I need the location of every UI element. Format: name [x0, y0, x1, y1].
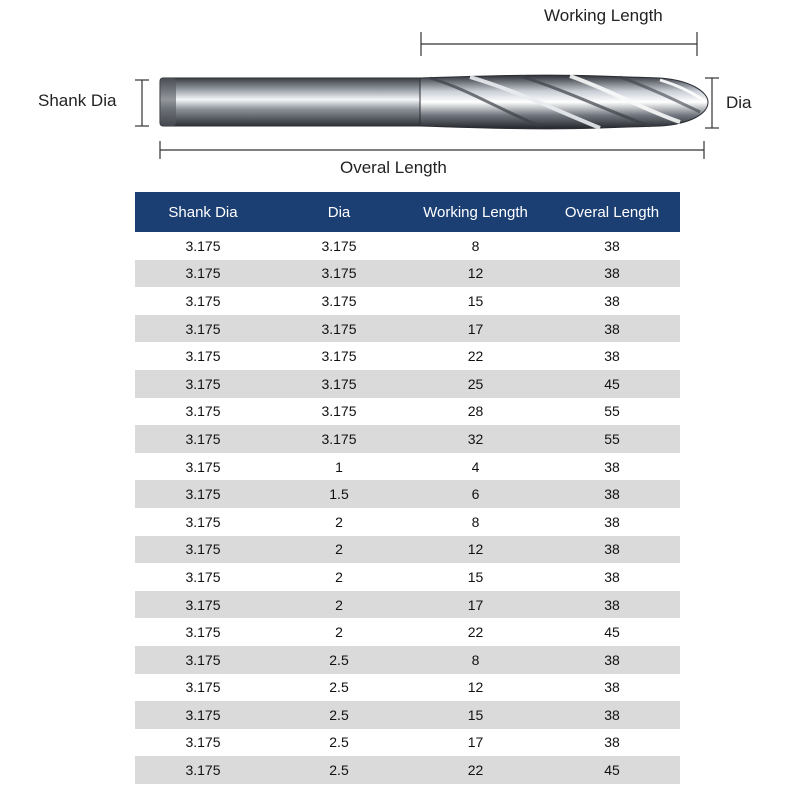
cell-dia: 2 — [335, 624, 343, 641]
cell-overall-length: 38 — [604, 568, 620, 585]
table-row — [135, 287, 680, 315]
cell-working-length: 12 — [407, 260, 544, 288]
cell-working-length: 8 — [471, 513, 480, 530]
cell-dia: 3.175 — [321, 237, 357, 254]
table-row — [135, 563, 680, 591]
cell-working-length: 12 — [467, 679, 484, 696]
cell-overall-length: 38 — [604, 679, 620, 696]
cell-working-length: 25 — [407, 370, 544, 398]
cell-dia: 2.5 — [329, 679, 349, 696]
cell-overall-length: 38 — [604, 458, 620, 475]
cell-working-length: 17 — [407, 591, 544, 619]
cell-shank-dia: 3.175 — [185, 403, 221, 420]
cell-overall-length: 38 — [544, 701, 680, 729]
cell-shank-dia: 3.175 — [135, 370, 271, 398]
cell-working-length: 22 — [407, 756, 544, 784]
cell-working-length: 28 — [467, 403, 484, 420]
cell-dia: 2 — [335, 568, 343, 585]
cell-overall-length: 38 — [604, 237, 620, 254]
cell-working-length: 12 — [407, 536, 544, 564]
cell-overall-length: 38 — [604, 513, 620, 530]
cell-shank-dia: 3.175 — [185, 458, 221, 475]
cell-shank-dia: 3.175 — [135, 315, 271, 343]
cell-dia: 3.175 — [321, 348, 357, 365]
shank-dia-label: Shank Dia — [38, 91, 117, 110]
cell-shank-dia: 3.175 — [135, 536, 271, 564]
cell-working-length: 15 — [467, 292, 484, 309]
header-shank-dia: Shank Dia — [135, 192, 271, 232]
cell-dia: 2 — [335, 513, 343, 530]
working-length-label: Working Length — [544, 6, 663, 25]
table-body — [135, 232, 680, 784]
table-row — [135, 591, 680, 619]
specification-table — [135, 192, 680, 784]
cell-working-length: 8 — [471, 237, 480, 254]
table-row — [135, 729, 680, 757]
cell-overall-length: 55 — [544, 425, 680, 453]
cell-working-length: 15 — [407, 701, 544, 729]
cell-working-length: 17 — [467, 734, 484, 751]
cell-dia: 3.175 — [321, 292, 357, 309]
cell-dia: 2.5 — [271, 756, 407, 784]
cell-overall-length: 45 — [544, 370, 680, 398]
cell-dia: 3.175 — [271, 315, 407, 343]
header-working-length: Working Length — [407, 192, 544, 232]
cell-dia: 2 — [271, 536, 407, 564]
table-row — [135, 425, 680, 453]
cell-working-length: 8 — [407, 646, 544, 674]
table-row — [135, 618, 680, 646]
table-row — [135, 342, 680, 370]
cell-working-length: 22 — [467, 624, 484, 641]
cell-dia: 1.5 — [271, 480, 407, 508]
tool-dimension-diagram — [0, 0, 800, 185]
table-row — [135, 453, 680, 481]
cell-overall-length: 38 — [544, 315, 680, 343]
table-row — [135, 646, 680, 674]
cell-overall-length: 38 — [604, 292, 620, 309]
cell-overall-length: 45 — [604, 624, 620, 641]
cell-working-length: 4 — [471, 458, 480, 475]
cell-overall-length: 38 — [544, 536, 680, 564]
dia-label: Dia — [726, 93, 752, 112]
cell-dia: 3.175 — [271, 260, 407, 288]
cell-overall-length: 38 — [544, 480, 680, 508]
table-row — [135, 232, 680, 260]
cell-overall-length: 55 — [604, 403, 620, 420]
cell-dia: 1 — [335, 458, 343, 475]
header-dia: Dia — [271, 192, 407, 232]
cell-overall-length: 38 — [604, 348, 620, 365]
table-row — [135, 480, 680, 508]
cell-dia: 3.175 — [271, 425, 407, 453]
cell-dia: 3.175 — [271, 370, 407, 398]
cell-overall-length: 38 — [544, 646, 680, 674]
table-row — [135, 701, 680, 729]
cell-overall-length: 38 — [604, 734, 620, 751]
overall-length-label: Overal Length — [340, 158, 447, 177]
cell-dia: 3.175 — [321, 403, 357, 420]
table-row — [135, 315, 680, 343]
cell-shank-dia: 3.175 — [135, 701, 271, 729]
table-row — [135, 508, 680, 536]
cell-shank-dia: 3.175 — [135, 425, 271, 453]
cell-working-length: 17 — [407, 315, 544, 343]
cell-shank-dia: 3.175 — [185, 679, 221, 696]
cell-dia: 2.5 — [271, 646, 407, 674]
table-header-row — [135, 192, 680, 232]
cell-shank-dia: 3.175 — [185, 734, 221, 751]
cell-working-length: 32 — [407, 425, 544, 453]
table-row — [135, 370, 680, 398]
table-row — [135, 398, 680, 426]
cell-working-length: 22 — [467, 348, 484, 365]
table-row — [135, 260, 680, 288]
table-row — [135, 674, 680, 702]
cell-shank-dia: 3.175 — [185, 292, 221, 309]
cell-shank-dia: 3.175 — [185, 513, 221, 530]
cell-shank-dia: 3.175 — [135, 756, 271, 784]
table-row — [135, 756, 680, 784]
cell-dia: 2 — [271, 591, 407, 619]
cell-shank-dia: 3.175 — [185, 348, 221, 365]
cell-shank-dia: 3.175 — [185, 568, 221, 585]
cell-shank-dia: 3.175 — [135, 646, 271, 674]
cell-shank-dia: 3.175 — [185, 624, 221, 641]
cell-overall-length: 45 — [544, 756, 680, 784]
cell-overall-length: 38 — [544, 591, 680, 619]
cell-dia: 2.5 — [329, 734, 349, 751]
cell-shank-dia: 3.175 — [185, 237, 221, 254]
cell-shank-dia: 3.175 — [135, 591, 271, 619]
cell-overall-length: 38 — [544, 260, 680, 288]
cell-dia: 2.5 — [271, 701, 407, 729]
cell-working-length: 15 — [467, 568, 484, 585]
table-row — [135, 536, 680, 564]
cell-working-length: 6 — [407, 480, 544, 508]
header-overall-length: Overal Length — [544, 192, 680, 232]
cell-shank-dia: 3.175 — [135, 260, 271, 288]
cell-shank-dia: 3.175 — [135, 480, 271, 508]
